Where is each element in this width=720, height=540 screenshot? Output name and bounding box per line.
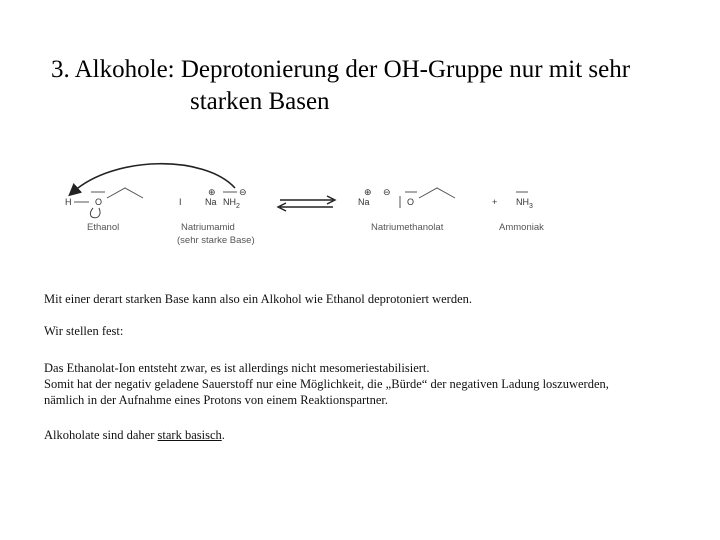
nh2-group: $NH_2$ bbox=[223, 197, 240, 210]
nh3-group: $NH_3$ bbox=[516, 197, 533, 210]
na-ethanolat: Na bbox=[358, 197, 370, 207]
explanation-line-2: Somit hat der negativ geladene Sauerstoff nur eine Möglichkeit, die „Bürde“ der negativen Ladung loszuwerden, bbox=[44, 377, 609, 391]
plus-sign: + bbox=[492, 197, 498, 207]
conclusion-suffix: . bbox=[221, 428, 225, 442]
label-natriumamid: Natriumamid bbox=[181, 222, 235, 233]
ethyl-chain bbox=[107, 188, 143, 198]
paragraph-observation: Wir stellen fest: bbox=[44, 324, 124, 338]
paragraph-deprotonation: Mit einer derart starken Base kann also ein Alkohol wie Ethanol deprotoniert werden. bbox=[44, 292, 472, 306]
ethyl-chain-right bbox=[419, 188, 455, 198]
o-atom-left: O bbox=[95, 197, 103, 207]
label-natriumamid-note: (sehr starke Base) bbox=[177, 235, 255, 246]
plus-charge-ethanolat: ⊕ bbox=[364, 187, 372, 197]
reaction-scheme bbox=[55, 160, 575, 255]
na-amide: Na bbox=[205, 197, 217, 207]
slide-title-line-1: 3. Alkohole: Deprotonierung der OH-Gruppe nur mit sehr bbox=[51, 56, 631, 83]
bar-symbol: I bbox=[179, 197, 182, 207]
label-ethanol: Ethanol bbox=[87, 222, 120, 233]
small-curved-arrow bbox=[90, 208, 100, 218]
label-natriumethanolat: Natriumethanolat bbox=[371, 222, 444, 233]
o-atom-right: O bbox=[407, 197, 415, 207]
minus-charge-amide: ⊖ bbox=[239, 187, 247, 197]
explanation-line-3: nämlich in der Aufnahme eines Protons von einem Reaktionspartner. bbox=[44, 393, 389, 407]
label-ammoniak: Ammoniak bbox=[499, 222, 544, 233]
explanation-line-1: Das Ethanolat-Ion entsteht zwar, es ist allerdings nicht mesomeriestabilisiert. bbox=[44, 361, 430, 375]
paragraph-explanation bbox=[44, 360, 609, 408]
h-atom: H bbox=[65, 197, 72, 207]
conclusion-prefix: Alkoholate sind daher bbox=[44, 428, 158, 442]
slide-title-line-2: starken Basen bbox=[190, 88, 330, 115]
minus-charge-ethanolat: ⊖ bbox=[383, 187, 391, 197]
conclusion-emphasis: stark basisch bbox=[157, 428, 222, 442]
paragraph-conclusion bbox=[44, 427, 225, 443]
plus-charge-amide: ⊕ bbox=[208, 187, 216, 197]
